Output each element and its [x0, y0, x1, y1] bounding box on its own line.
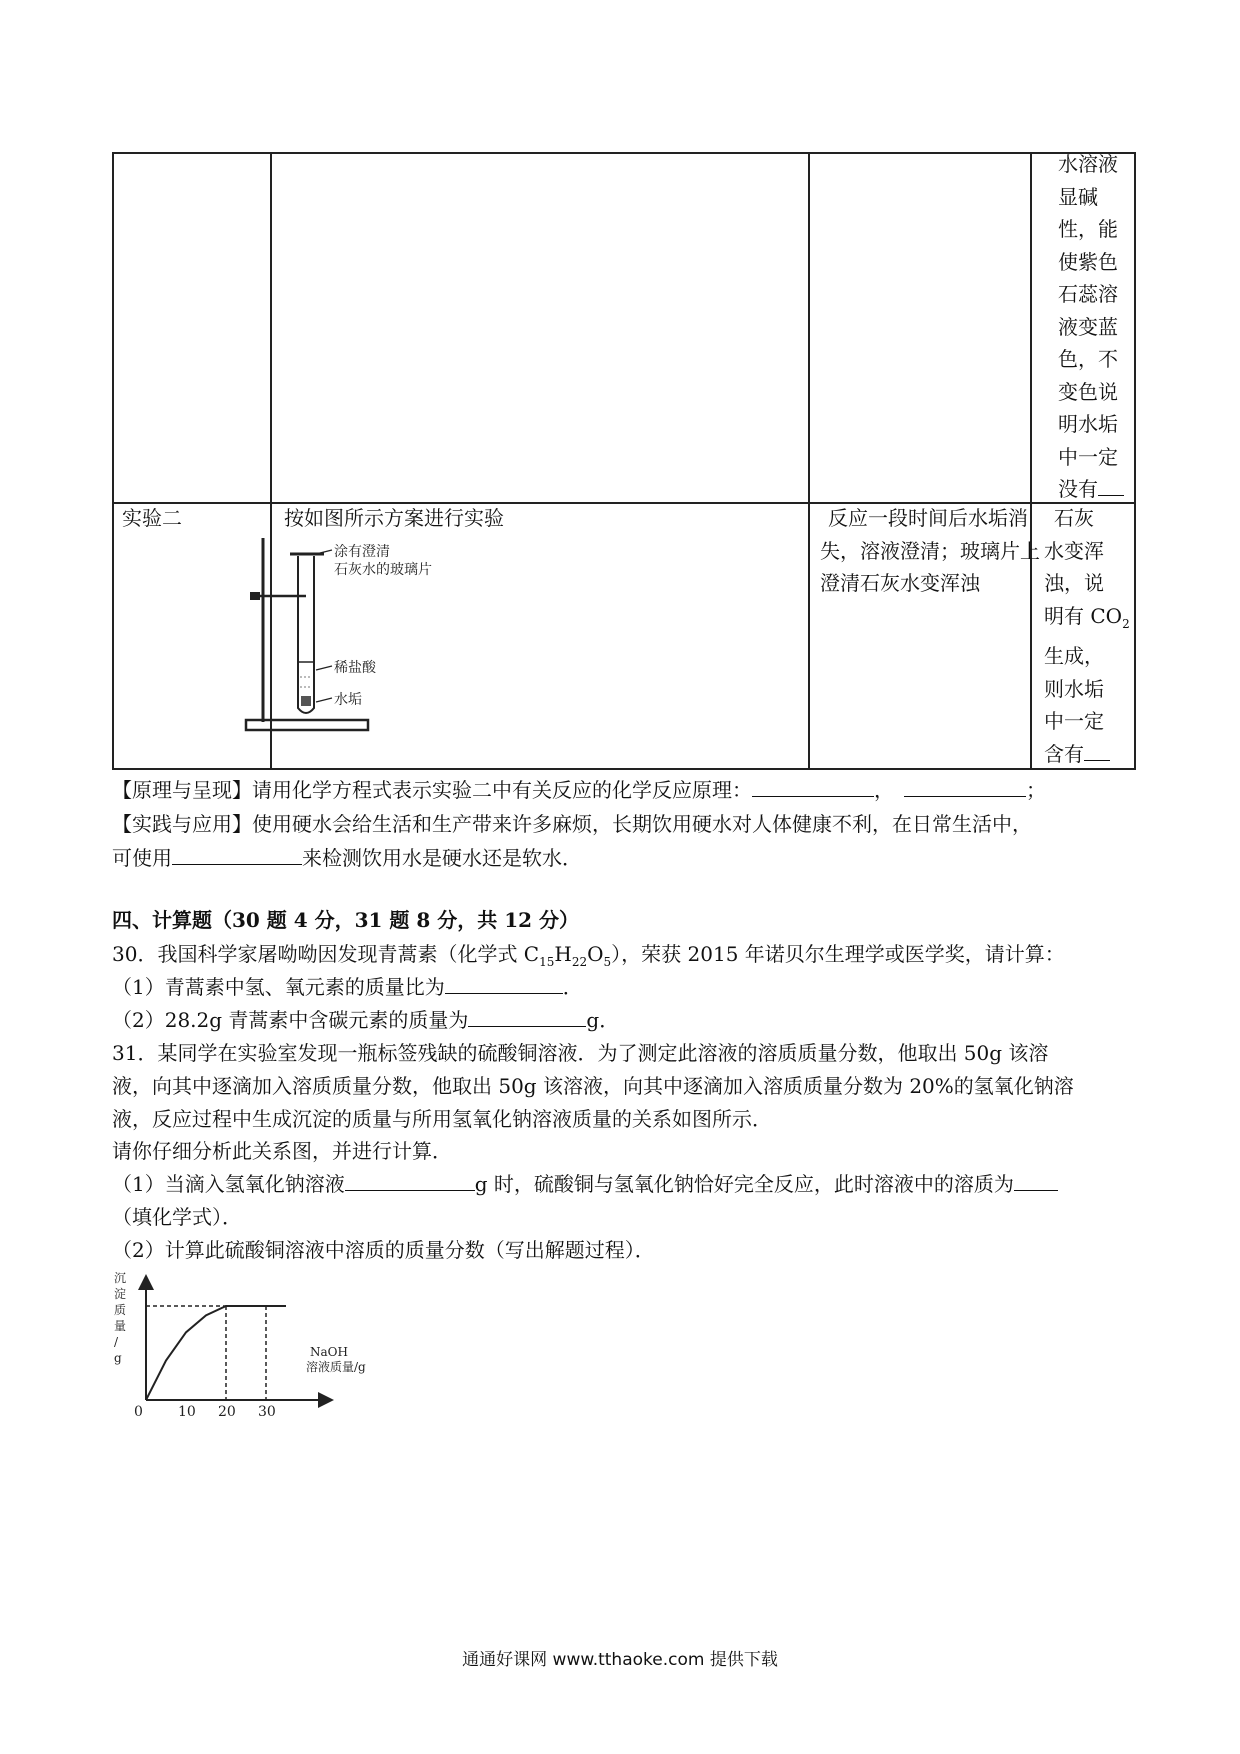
q31-text: g 时，硫酸铜与氢氧化钠恰好完全反应，此时溶液中的溶质为 — [474, 1172, 1014, 1196]
phenomenon-line: 澄清石灰水变浑浊 — [820, 571, 980, 595]
row2-steps: 按如图所示方案进行实验 — [284, 506, 504, 530]
row1-conclusion-line: 水溶液 — [1058, 152, 1118, 176]
scale-sample — [301, 696, 311, 706]
row2-conclusion-line: 生成， — [1044, 644, 1104, 668]
q30-sub: 15 — [539, 955, 555, 969]
row1-conclusion-line: 色，不 — [1058, 347, 1118, 371]
x-tick-label: 0 — [134, 1404, 143, 1418]
answer-blank[interactable] — [468, 1008, 586, 1027]
y-axis-label — [114, 1271, 126, 1365]
x-tick-label: 20 — [218, 1404, 236, 1418]
q31-line4: 请你仔细分析此关系图，并进行计算． — [112, 1139, 452, 1163]
x-tick-label: 30 — [258, 1404, 276, 1418]
row1-conclusion-line: 使紫色 — [1058, 249, 1118, 274]
row2-conclusion-line: 含有 — [1044, 741, 1084, 766]
phenomenon-line: 失，溶液澄清；玻璃片上 — [820, 538, 1040, 563]
row1-conclusion — [1058, 148, 1128, 506]
x-axis-label-line1: NaOH — [310, 1345, 348, 1359]
label-glass-line2: 石灰水的玻璃片 — [334, 562, 432, 578]
co2-subscript: 2 — [1122, 616, 1130, 631]
q30-text: O — [587, 942, 604, 966]
q30-part2 — [112, 1004, 619, 1033]
row1-conclusion-line: 性，能 — [1058, 217, 1118, 241]
y-label-char: 量 — [114, 1319, 127, 1333]
x-tick-label: 10 — [178, 1404, 196, 1418]
row2-conclusion-line: 浊，说 — [1044, 571, 1104, 595]
row2-name: 实验二 — [122, 506, 182, 530]
q31-line1: 31．某同学在实验室发现一瓶标签残缺的硫酸铜溶液．为了测定此溶液的溶质质量分数，他取出 50g 该溶 — [112, 1041, 1049, 1065]
q30-sub: 22 — [571, 955, 588, 969]
row1-conclusion-line: 液变蓝 — [1058, 314, 1118, 339]
principle-text: 【原理与呈现】请用化学方程式表示实验二中有关反应的化学反应原理： — [112, 778, 752, 802]
q30-sub: 5 — [603, 955, 612, 969]
row1-conclusion-line: 没有 — [1058, 477, 1098, 501]
label-scale: 水垢 — [334, 692, 362, 708]
answer-blank[interactable] — [1014, 1172, 1058, 1191]
answer-blank[interactable] — [172, 846, 302, 865]
experiment-table — [112, 152, 1136, 769]
apparatus-diagram — [240, 532, 480, 762]
answer-blank[interactable] — [1098, 477, 1124, 496]
q30-text: H — [554, 942, 572, 966]
practice-line2 — [112, 842, 582, 871]
principle-line — [112, 774, 1046, 803]
precipitate-chart — [110, 1268, 390, 1418]
y-label-char: 沉 — [114, 1271, 127, 1285]
q30-text: ），荣获 2015 年诺贝尔生理学或医学奖，请计算： — [611, 942, 1065, 966]
principle-end: ； — [1026, 778, 1046, 802]
label-glass-line1: 涂有澄清 — [334, 544, 390, 560]
q31-line3: 液，反应过程中生成沉淀的质量与所用氢氧化钠溶液质量的关系如图所示． — [112, 1107, 772, 1131]
q31-part1-cont: （填化学式）． — [112, 1205, 242, 1229]
q30-text: （1）青蒿素中氢、氧元素的质量比为 — [112, 975, 445, 999]
row1-conclusion-line: 显碱 — [1058, 184, 1098, 209]
row1-conclusion-line: 变色说 — [1058, 379, 1118, 404]
q30-stem — [112, 938, 1065, 969]
q30-text: ． — [562, 975, 583, 999]
row1-conclusion-line: 中一定 — [1058, 444, 1118, 469]
answer-blank[interactable] — [345, 1172, 475, 1191]
test-tube — [298, 556, 314, 713]
q31-part1 — [112, 1168, 1058, 1197]
practice-text: 来检测饮用水是硬水还是软水． — [302, 846, 582, 870]
answer-blank[interactable] — [445, 975, 563, 994]
principle-sep: ， — [874, 778, 894, 802]
q31-text: （1）当滴入氢氧化钠溶液 — [112, 1172, 345, 1196]
row2-conclusion-line: 中一定 — [1044, 709, 1104, 733]
y-label-char: 质 — [114, 1303, 127, 1317]
y-label-char: / — [114, 1335, 119, 1349]
row1-conclusion-line: 明水垢 — [1058, 412, 1118, 436]
practice-text: 可使用 — [112, 846, 172, 870]
q30-text: 30．我国科学家屠呦呦因发现青蒿素（化学式 C — [112, 942, 540, 966]
y-label-char: g — [114, 1351, 122, 1365]
q30-part1 — [112, 971, 583, 1000]
row2-conclusion — [1044, 502, 1130, 770]
series-line — [146, 1306, 286, 1400]
phenomenon-line: 反应一段时间后水垢消 — [828, 506, 1028, 530]
answer-blank[interactable] — [1084, 742, 1110, 761]
y-label-char: 淀 — [114, 1287, 127, 1301]
x-axis-label-line2: 溶液质量/g — [306, 1360, 366, 1374]
row2-conclusion-line: 水变浑 — [1044, 538, 1104, 563]
q30-text: g． — [586, 1008, 620, 1032]
footer: 通通好课网 www.tthaoke.com 提供下载 — [462, 1650, 778, 1670]
q30-text: （2）28.2g 青蒿素中含碳元素的质量为 — [112, 1008, 469, 1032]
row2-conclusion-line: 明有 CO — [1044, 603, 1123, 628]
row2-conclusion-line: 石灰 — [1054, 506, 1094, 530]
practice-line1: 【实践与应用】使用硬水会给生活和生产带来许多麻烦，长期饮用硬水对人体健康不利，在日常生活中， — [112, 812, 1032, 836]
label-acid: 稀盐酸 — [334, 660, 376, 676]
q31-part2: （2）计算此硫酸铜溶液中溶质的质量分数（写出解题过程）． — [112, 1238, 655, 1262]
section4-title: 四、计算题（30 题 4 分，31 题 8 分，共 12 分） — [112, 908, 580, 932]
clamp-knob — [250, 592, 260, 600]
answer-blank[interactable] — [752, 778, 874, 797]
answer-blank[interactable] — [904, 778, 1026, 797]
row2-phenomenon — [820, 502, 1040, 600]
row2-conclusion-line: 则水垢 — [1044, 676, 1104, 701]
row1-conclusion-line: 石蕊溶 — [1058, 282, 1118, 306]
q31-line2: 液，向其中逐滴加入溶质质量分数，他取出 50g 该溶液，向其中逐滴加入溶质质量分数为 20%的氢氧化钠溶 — [112, 1074, 1074, 1098]
